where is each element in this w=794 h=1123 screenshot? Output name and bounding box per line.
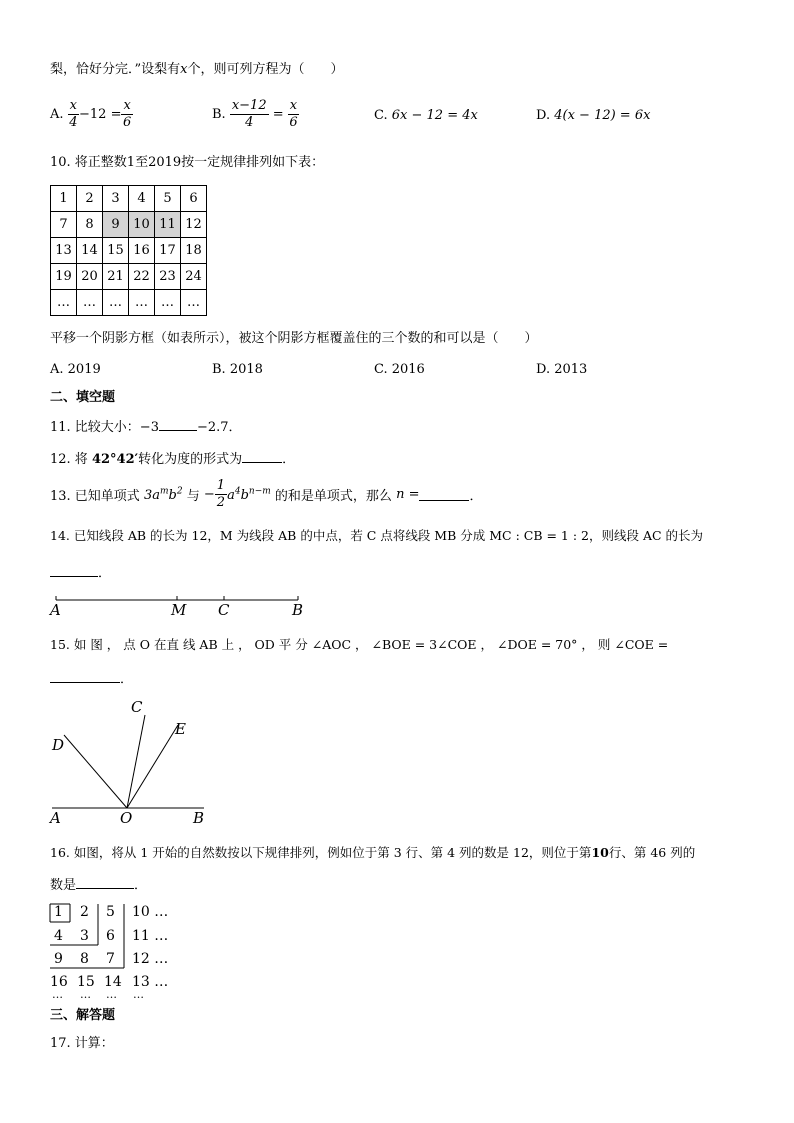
- table-cell: 8: [77, 212, 103, 238]
- table-cell: 1: [51, 186, 77, 212]
- table-cell: 18: [181, 238, 207, 264]
- spiral-ellipsis: …: [133, 988, 144, 1001]
- point-label-c: C: [131, 698, 143, 716]
- spiral-number: 5: [106, 904, 115, 920]
- point-label-o: O: [120, 809, 133, 827]
- spiral-ellipsis: …: [52, 988, 63, 1001]
- spiral-number: 2: [80, 904, 89, 920]
- spiral-number: 14: [104, 974, 122, 990]
- table-cell: 6: [181, 186, 207, 212]
- q15-angle-figure: [50, 700, 220, 820]
- answer-blank[interactable]: [159, 418, 197, 431]
- q10-stem: 10. 将正整数1至2019按一定规律排列如下表：: [50, 155, 325, 170]
- table-cell: 17: [155, 238, 181, 264]
- point-label-e: E: [175, 720, 186, 738]
- q12-line: 12. 将 42°42′转化为度的形式为 ．: [50, 452, 296, 467]
- answer-blank[interactable]: [242, 450, 282, 463]
- spiral-ellipsis: …: [80, 988, 91, 1001]
- q10-option-b[interactable]: B. 2018: [212, 362, 263, 377]
- q10-option-d[interactable]: D. 2013: [536, 362, 588, 377]
- q15-stem: 15. 如 图 ， 点 O 在直 线 AB 上 ， OD 平 分 ∠AOC ， ∠BOE = 3∠COE ， ∠DOE = 70° ， 则 ∠COE =: [50, 637, 669, 652]
- table-cell: 7: [51, 212, 77, 238]
- q16-stem: 16. 如图，将从 1 开始的自然数按以下规律排列，例如位于第 3 行、第 4 列的数是 12，则位于第10行、第 46 列的: [50, 845, 696, 860]
- shaded-cell: 9: [103, 212, 129, 238]
- shaded-cell: 11: [155, 212, 181, 238]
- q10-option-c[interactable]: C. 2016: [374, 362, 425, 377]
- spiral-ellipsis: …: [106, 988, 117, 1001]
- spiral-number: 8: [80, 951, 89, 967]
- table-cell: 3: [103, 186, 129, 212]
- q9-option-c[interactable]: C. 6x − 12 = 4x: [374, 108, 478, 123]
- table-cell: 13: [51, 238, 77, 264]
- q16-answer-line: 数是 ．: [50, 878, 148, 893]
- point-label-a: A: [50, 809, 61, 827]
- table-cell: …: [103, 290, 129, 316]
- table-cell: 23: [155, 264, 181, 290]
- table-cell: …: [155, 290, 181, 316]
- point-label-b: B: [292, 601, 304, 619]
- table-cell: 24: [181, 264, 207, 290]
- table-cell: 15: [103, 238, 129, 264]
- q10-option-a[interactable]: A. 2019: [50, 362, 101, 377]
- q17-stem: 17. 计算：: [50, 1036, 114, 1051]
- table-cell: 4: [129, 186, 155, 212]
- q14-stem: 14. 已知线段 AB 的长为 12，M 为线段 AB 的中点，若 C 点将线段 MB 分成 MC : CB = 1 : 2，则线段 AC 的长为: [50, 528, 704, 543]
- q9-option-d[interactable]: D. 4(x − 12) = 6x: [536, 108, 651, 123]
- shaded-cell: 10: [129, 212, 155, 238]
- answer-blank[interactable]: [50, 670, 120, 683]
- answer-blank[interactable]: [76, 876, 134, 889]
- spiral-number: 7: [106, 951, 115, 967]
- table-cell: 21: [103, 264, 129, 290]
- spiral-number: 10 …: [132, 904, 169, 920]
- spiral-number: 6: [106, 928, 115, 944]
- table-cell: …: [77, 290, 103, 316]
- point-label-m: M: [171, 601, 187, 619]
- table-cell: 22: [129, 264, 155, 290]
- table-cell: 2: [77, 186, 103, 212]
- point-label-d: D: [52, 736, 65, 754]
- spiral-number: 4: [54, 928, 63, 944]
- spiral-number: 13 …: [132, 974, 169, 990]
- section-heading-solve: 三、解答题: [50, 1008, 116, 1023]
- q9-stem-tail: 梨，恰好分完．”设梨有x个，则可列方程为（ ）: [50, 62, 344, 77]
- table-cell: 14: [77, 238, 103, 264]
- table-cell: …: [129, 290, 155, 316]
- q14-answer-line: ．: [50, 564, 111, 582]
- spiral-number: 16: [50, 974, 68, 990]
- q11-line: 11. 比较大小：−3 −2.7．: [50, 420, 242, 435]
- point-label-c: C: [218, 601, 230, 619]
- q9-option-a[interactable]: A. $\frac{x}{4}$ −12 = $\frac{x}{6}$: [50, 98, 132, 130]
- spiral-number: 1: [54, 904, 63, 920]
- table-cell: 20: [77, 264, 103, 290]
- table-cell: 19: [51, 264, 77, 290]
- table-cell: …: [181, 290, 207, 316]
- table-cell: 12: [181, 212, 207, 238]
- q13-line: 13. 已知单项式 $3a^mb^2$ 与 − $\frac{1}{2}$ $a^4b^{n-m}$ 的和是单项式，那么 n = ．: [50, 478, 483, 510]
- ray-od: [64, 735, 127, 808]
- answer-blank[interactable]: [50, 564, 98, 577]
- q10-question: 平移一个阴影方框（如表所示），被这个阴影方框覆盖住的三个数的和可以是（ ）: [50, 331, 538, 346]
- answer-blank[interactable]: [419, 488, 469, 501]
- q10-number-table: [50, 185, 207, 316]
- q9-option-b[interactable]: B. $\frac{x-12}{4}$ = $\frac{x}{6}$: [212, 98, 298, 130]
- spiral-number: 12 …: [132, 951, 169, 967]
- spiral-number: 11 …: [132, 928, 169, 944]
- table-cell: …: [51, 290, 77, 316]
- q15-answer-line: ．: [50, 670, 133, 688]
- spiral-number: 3: [80, 928, 89, 944]
- table-cell: 16: [129, 238, 155, 264]
- section-heading-fill-in: 二、填空题: [50, 390, 116, 405]
- point-label-b: B: [193, 809, 205, 827]
- spiral-number: 15: [77, 974, 95, 990]
- spiral-number: 9: [54, 951, 63, 967]
- table-cell: 5: [155, 186, 181, 212]
- point-label-a: A: [50, 601, 61, 619]
